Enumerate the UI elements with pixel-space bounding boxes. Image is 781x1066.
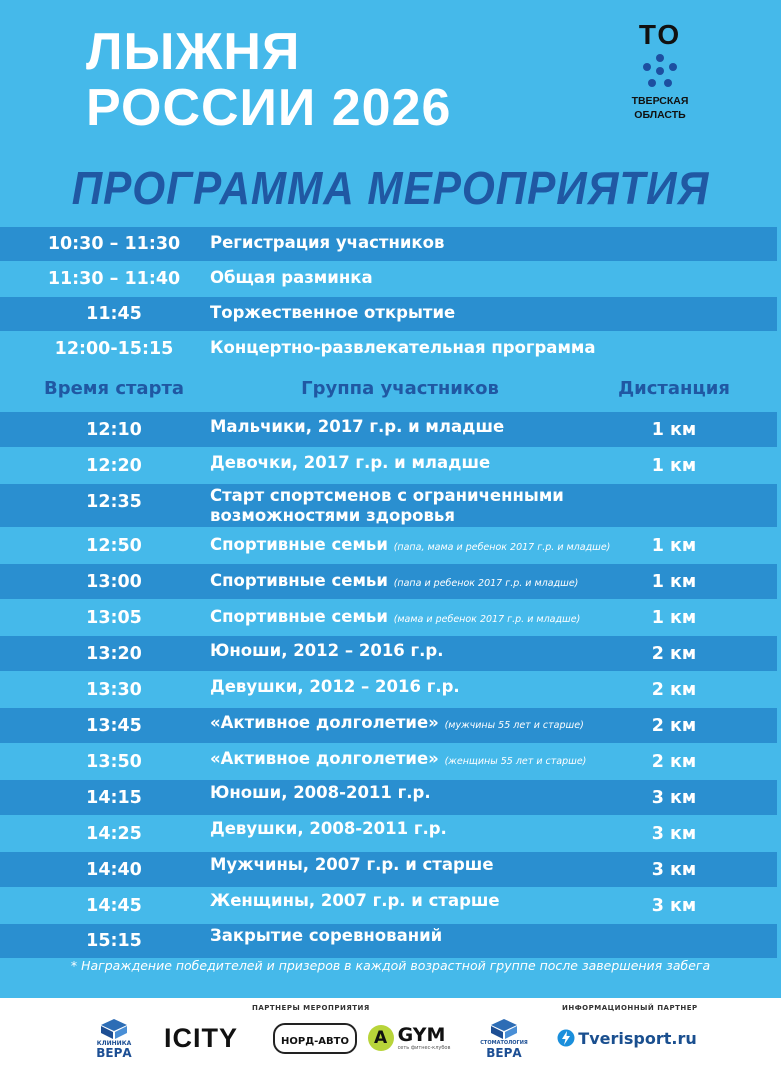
race-group-text: «Активное долголетие»	[210, 713, 439, 732]
race-time: 12:10	[86, 420, 142, 440]
race-row	[0, 528, 777, 563]
race-time: 14:45	[86, 896, 142, 916]
race-group-text: Мужчины, 2007 г.р. и старше	[210, 855, 494, 874]
race-distance: 1 км	[651, 608, 697, 628]
partner-tverisport	[552, 1014, 702, 1062]
race-time: 13:30	[86, 680, 142, 700]
partner-agym	[364, 1014, 454, 1062]
schedule-row	[0, 227, 777, 261]
event-title	[86, 24, 451, 136]
race-distance: 1 км	[651, 572, 697, 592]
race-group	[210, 677, 640, 697]
race-distance: 1 км	[651, 420, 697, 440]
row-desc: Торжественное открытие	[210, 303, 456, 322]
race-row	[0, 672, 777, 707]
race-note: (папа, мама и ребенок 2017 г.р. и младше)	[393, 542, 611, 553]
dentistry-name: ВЕРА	[486, 1045, 522, 1060]
snowflake-dots-icon	[638, 54, 682, 90]
race-group-text: Девушки, 2012 – 2016 г.р.	[210, 677, 460, 696]
schedule-row	[0, 332, 777, 366]
race-group	[210, 417, 640, 437]
partners-bar	[0, 998, 781, 1066]
race-group-text: Женщины, 2007 г.р. и старше	[210, 891, 500, 910]
program-title: ПРОГРАММА МЕРОПРИЯТИЯ	[71, 162, 710, 214]
race-time: 13:45	[86, 716, 142, 736]
race-group-text: Закрытие соревнований	[210, 926, 443, 945]
partner-clinic-vera	[84, 1014, 144, 1062]
partners-caption: ПАРТНЕРЫ МЕРОПРИЯТИЯ	[252, 1004, 370, 1012]
race-time: 13:00	[86, 572, 142, 592]
race-note: (женщины 55 лет и старше)	[444, 756, 587, 767]
race-time: 13:05	[86, 608, 142, 628]
race-group	[210, 855, 640, 875]
race-time: 13:50	[86, 752, 142, 772]
race-group-text: Спортивные семьи	[210, 607, 388, 626]
race-group-text: Спортивные семьи	[210, 535, 388, 554]
race-group-text: Старт спортсменов с ограниченными возможностями здоровья	[210, 486, 564, 525]
lightning-icon	[557, 1029, 575, 1047]
row-desc: Концертно-развлекательная программа	[210, 338, 596, 357]
race-row	[0, 780, 777, 815]
logo-region	[610, 94, 710, 122]
race-time: 15:15	[86, 931, 142, 951]
row-desc: Регистрация участников	[210, 233, 445, 252]
race-group	[210, 783, 640, 803]
column-group: Группа участников	[301, 378, 499, 399]
race-note: (мама и ребенок 2017 г.р. и младше)	[393, 614, 581, 625]
race-time: 13:20	[86, 644, 142, 664]
race-group	[210, 891, 640, 911]
row-time: 12:00-15:15	[54, 339, 174, 359]
race-time: 12:35	[86, 492, 142, 512]
race-row	[0, 888, 777, 923]
race-group-text: Девочки, 2017 г.р. и младше	[210, 453, 491, 472]
race-row	[0, 448, 777, 483]
race-row	[0, 816, 777, 851]
partner-icity	[158, 1014, 244, 1062]
logo-region-line2: ОБЛАСТЬ	[634, 109, 686, 121]
race-group-text: Мальчики, 2017 г.р. и младше	[210, 417, 505, 436]
column-time: Время старта	[43, 378, 185, 399]
cube-icon	[99, 1018, 129, 1040]
race-group-text: Спортивные семьи	[210, 571, 388, 590]
race-group-text: Юноши, 2012 – 2016 г.р.	[210, 641, 444, 660]
tverisport-logo: Tverisport.ru	[578, 1028, 697, 1048]
race-row	[0, 600, 777, 635]
race-row	[0, 708, 777, 743]
race-time: 14:40	[86, 860, 142, 880]
schedule-row	[0, 297, 777, 331]
race-group	[210, 607, 640, 630]
tver-region-logo	[610, 20, 710, 135]
agym-circle: A	[368, 1025, 394, 1051]
icity-logo: ICITY	[163, 1022, 238, 1053]
race-row	[0, 484, 777, 527]
race-group	[210, 926, 640, 946]
dentistry-label: СТОМАТОЛОГИЯ	[480, 1039, 528, 1046]
race-distance: 3 км	[651, 788, 697, 808]
race-time: 12:50	[86, 536, 142, 556]
race-time: 14:15	[86, 788, 142, 808]
logo-region-line1: ТВЕРСКАЯ	[631, 95, 689, 107]
race-distance: 1 км	[651, 536, 697, 556]
partner-nord-avto	[272, 1014, 358, 1062]
race-group-text: Юноши, 2008-2011 г.р.	[210, 783, 431, 802]
agym-subtitle: сеть фитнес-клубов	[397, 1045, 451, 1051]
race-time: 12:20	[86, 456, 142, 476]
race-distance: 2 км	[651, 680, 697, 700]
row-time: 11:45	[86, 304, 142, 324]
race-distance: 3 км	[651, 896, 697, 916]
cube-icon	[489, 1018, 519, 1040]
race-group	[210, 749, 640, 772]
race-row	[0, 412, 777, 447]
race-row	[0, 564, 777, 599]
event-title-line1: ЛЫЖНЯ	[86, 23, 301, 81]
race-group	[210, 713, 640, 736]
race-time: 14:25	[86, 824, 142, 844]
schedule-row	[0, 262, 777, 296]
race-table-header	[0, 368, 781, 410]
logo-letters: ТО	[638, 19, 682, 50]
race-group	[210, 486, 600, 526]
clinic-label: КЛИНИКА	[96, 1039, 132, 1047]
race-distance: 1 км	[651, 456, 697, 476]
race-group-text: «Активное долголетие»	[210, 749, 439, 768]
race-note: (мужчины 55 лет и старше)	[444, 720, 584, 731]
row-time: 11:30 – 11:40	[47, 269, 181, 289]
partner-dentistry-vera	[472, 1014, 536, 1062]
agym-text	[398, 1025, 451, 1051]
race-group	[210, 571, 640, 594]
race-distance: 2 км	[651, 716, 697, 736]
race-row	[0, 744, 777, 779]
clinic-name: ВЕРА	[96, 1045, 132, 1060]
race-group	[210, 641, 640, 661]
race-row	[0, 852, 777, 887]
info-partner-caption: ИНФОРМАЦИОННЫЙ ПАРТНЕР	[562, 1004, 698, 1012]
nord-logo: НОРД-АВТО	[281, 1035, 349, 1047]
awards-footnote: * Награждение победителей и призеров в каждой возрастной группе после завершения забега	[70, 958, 711, 973]
agym-logo: GYM	[397, 1024, 446, 1046]
event-title-line2: РОССИИ 2026	[86, 79, 452, 137]
poster-header	[0, 0, 781, 225]
race-group-text: Девушки, 2008-2011 г.р.	[210, 819, 447, 838]
race-row	[0, 636, 777, 671]
race-row	[0, 924, 777, 958]
race-distance: 3 км	[651, 860, 697, 880]
race-group	[210, 819, 640, 839]
race-distance: 2 км	[651, 644, 697, 664]
column-distance: Дистанция	[618, 378, 730, 399]
race-note: (папа и ребенок 2017 г.р. и младше)	[393, 578, 579, 589]
nord-badge	[273, 1023, 357, 1054]
race-distance: 3 км	[651, 824, 697, 844]
row-desc: Общая разминка	[210, 268, 373, 287]
race-distance: 2 км	[651, 752, 697, 772]
row-time: 10:30 – 11:30	[47, 234, 181, 254]
race-group	[210, 535, 650, 558]
race-group	[210, 453, 640, 473]
